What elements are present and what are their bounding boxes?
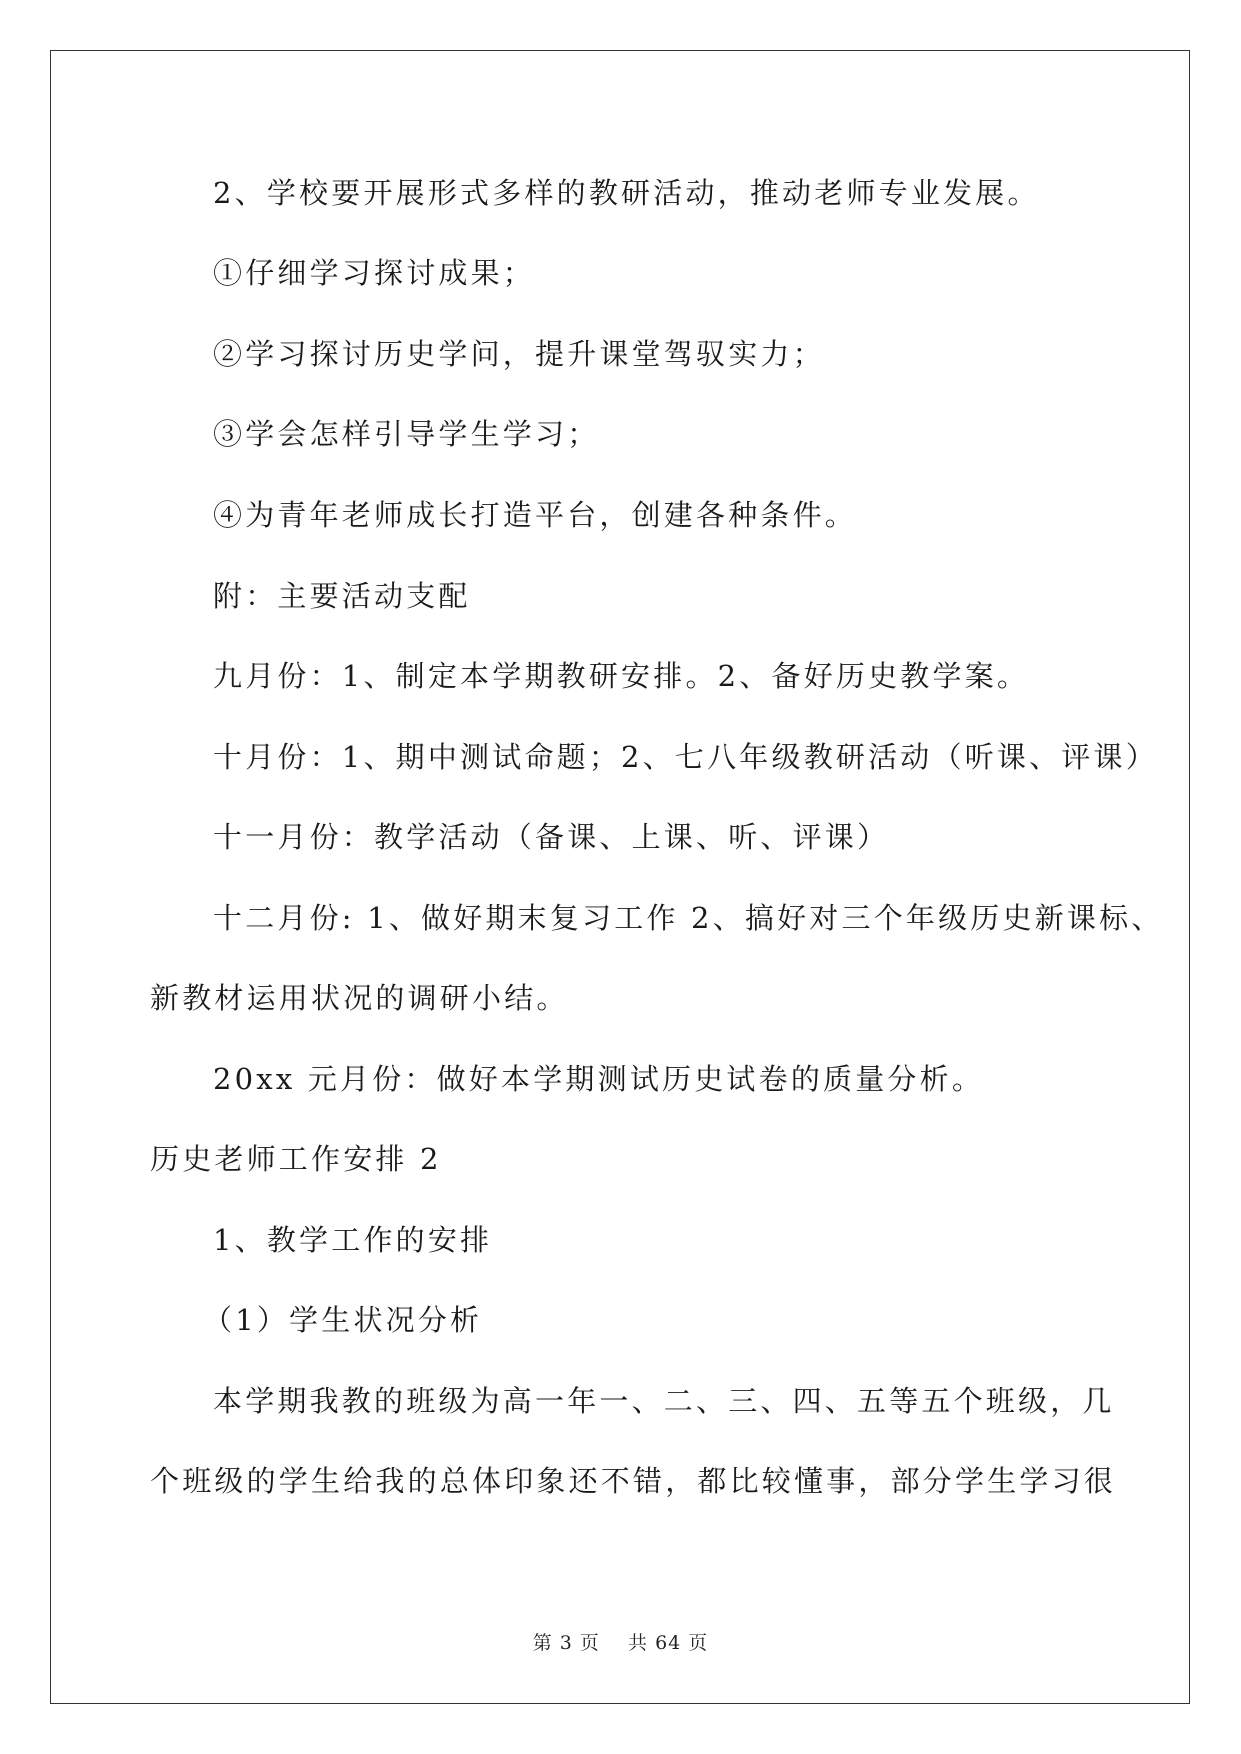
paragraph-9: 十一月份：教学活动（备课、上课、听、评课） bbox=[213, 820, 890, 854]
paragraph-7: 九月份：1、制定本学期教研安排。2、备好历史教学案。 bbox=[213, 659, 1030, 693]
page-border bbox=[50, 50, 1190, 1704]
paragraph-12: 20xx 元月份：做好本学期测试历史试卷的质量分析。 bbox=[213, 1062, 985, 1096]
paragraph-2: ①仔细学习探讨成果； bbox=[213, 256, 536, 290]
paragraph-10: 十二月份: 1、做好期末复习工作 2、搞好对三个年级历史新课标、 bbox=[213, 901, 1164, 935]
paragraph-5: ④为青年老师成长打造平台，创建各种条件。 bbox=[213, 498, 858, 532]
page-footer bbox=[0, 1628, 1241, 1655]
paragraph-16: 本学期我教的班级为高一年一、二、三、四、五等五个班级，几 bbox=[213, 1384, 1115, 1418]
page-number-label: 第 3 页 共 64 页 bbox=[532, 1632, 709, 1654]
paragraph-15: （1）学生状况分析 bbox=[203, 1303, 483, 1337]
paragraph-1: 2、学校要开展形式多样的教研活动，推动老师专业发展。 bbox=[213, 176, 1040, 210]
paragraph-17: 个班级的学生给我的总体印象还不错，都比较懂事，部分学生学习很 bbox=[150, 1464, 1117, 1498]
paragraph-14: 1、教学工作的安排 bbox=[213, 1223, 493, 1257]
paragraph-8: 十月份：1、期中测试命题；2、七八年级教研活动（听课、评课） bbox=[213, 740, 1158, 774]
paragraph-4: ③学会怎样引导学生学习； bbox=[213, 417, 600, 451]
paragraph-3: ②学习探讨历史学问，提升课堂驾驭实力； bbox=[213, 337, 825, 371]
paragraph-11: 新教材运用状况的调研小结。 bbox=[150, 981, 569, 1015]
paragraph-6: 附：主要活动支配 bbox=[213, 579, 471, 613]
section-heading: 历史老师工作安排 2 bbox=[150, 1142, 442, 1176]
